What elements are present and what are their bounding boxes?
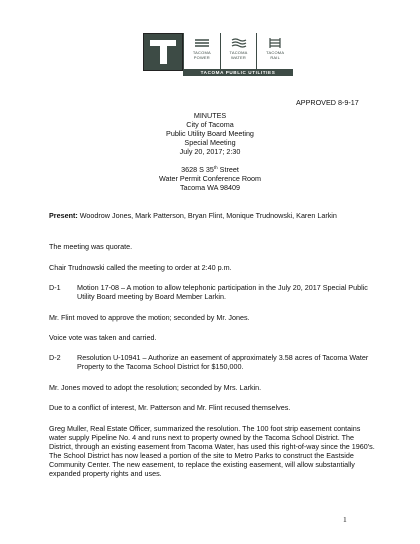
attendance-paragraph — [49, 211, 379, 220]
meeting-type: Special Meeting — [184, 138, 236, 147]
voice-vote: Voice vote was taken and carried. — [49, 333, 157, 342]
rail-tracks-icon — [267, 37, 283, 49]
meeting-room: Water Permit Conference Room — [159, 174, 261, 183]
logo-power-unit — [183, 33, 220, 69]
minutes-heading — [0, 111, 420, 192]
board-name: Public Utility Board Meeting — [166, 129, 254, 138]
organization-name: City of Tacoma — [186, 120, 234, 129]
water-waves-icon — [231, 37, 247, 49]
tacoma-t-logo-icon — [143, 33, 183, 71]
call-to-order: Chair Trudnowski called the meeting to order at 2:40 p.m. — [49, 263, 232, 272]
item-number-d1: D-1 — [49, 283, 61, 292]
meeting-date: July 20, 2017; 2:30 — [179, 147, 241, 156]
approved-date: APPROVED 8-9-17 — [296, 98, 359, 107]
quorum-statement: The meeting was quorate. — [49, 242, 133, 251]
logo-band-text: TACOMA PUBLIC UTILITIES — [183, 69, 293, 76]
present-label: Present: — [49, 211, 78, 220]
minutes-title: MINUTES — [193, 111, 227, 120]
logo-rail-unit — [256, 33, 293, 69]
item-number-d2: D-2 — [49, 353, 61, 362]
motion-d2: Mr. Jones moved to adopt the resolution; seconded by Mrs. Larkin. — [49, 383, 262, 392]
logo-water-label: TACOMA WATER — [229, 50, 248, 60]
power-lines-icon — [194, 37, 210, 49]
page-number: 1 — [343, 515, 347, 524]
meeting-city: Tacoma WA 98409 — [179, 183, 241, 192]
logo-power-label: TACOMA POWER — [192, 50, 211, 60]
item-text-d2: Resolution U-10941 – Authorize an easement of approximately 3.58 acres of Tacoma Water Property to the Tacoma School District for $150,000. — [77, 353, 369, 371]
meeting-address: 3628 S 35th Street — [181, 165, 239, 174]
present-names: Woodrow Jones, Mark Patterson, Bryan Flint, Monique Trudnowski, Karen Larkin — [77, 211, 337, 220]
item-text-d1: Motion 17-08 – A motion to allow telephonic participation in the July 20, 2017 Special Public Utility Board meeting by Board Member Larkin. — [77, 283, 368, 301]
logo-rail-label: TACOMA RAIL — [266, 50, 285, 60]
logo-water-unit — [220, 33, 257, 69]
recusal-statement: Due to a conflict of interest, Mr. Patterson and Mr. Flint recused themselves. — [49, 403, 291, 412]
motion-d1: Mr. Flint moved to approve the motion; seconded by Mr. Jones. — [49, 313, 250, 322]
summary-paragraph: Greg Muller, Real Estate Officer, summarized the resolution. The 100 foot strip easement contains water supply Pipeline No. 4 and runs next to property owned by the Tacoma School District. The District, through an existing easement from Tacoma Water, has used this right-of-way since the 1960's. The School District has now leased a portion of the site to Metro Parks to construct the Eastside Community Center. The new easement, to replace the existing easement, will allow substantially expanded property rights and uses. — [49, 424, 375, 478]
tacoma-public-utilities-logo — [143, 33, 293, 75]
